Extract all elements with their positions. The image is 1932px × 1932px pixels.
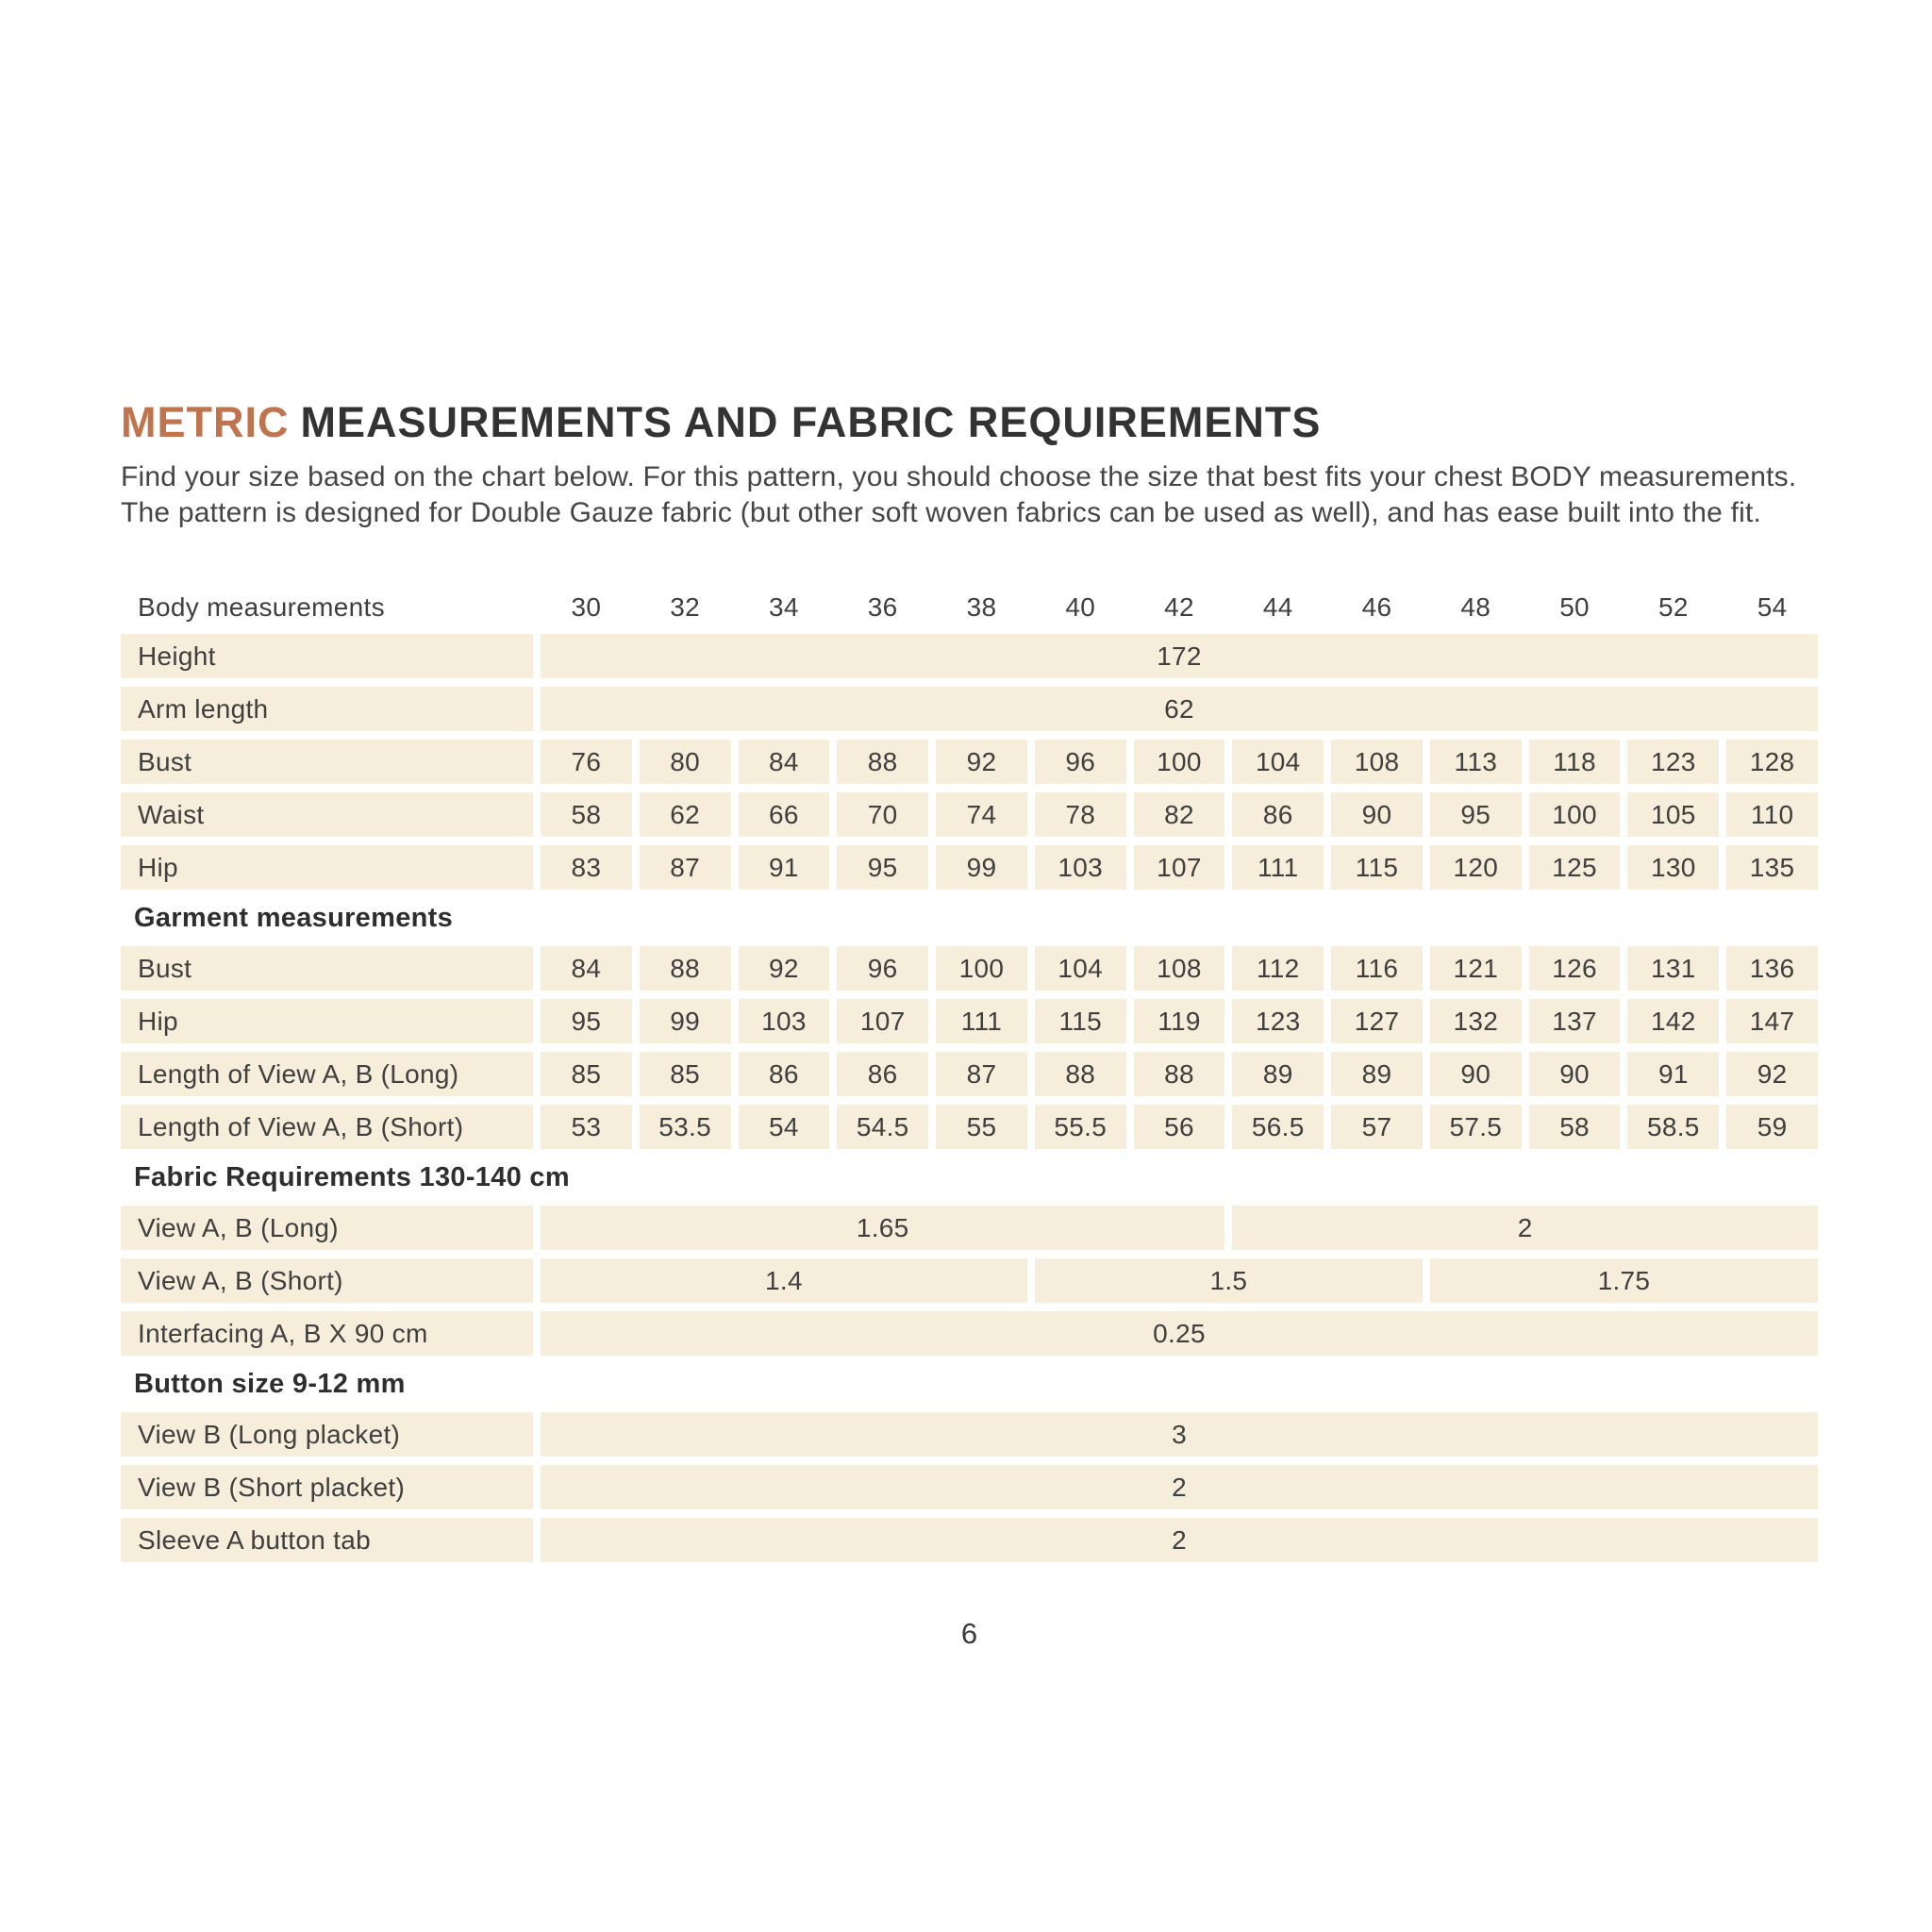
value-cell: 92: [1726, 1052, 1818, 1096]
value-cell: 135: [1726, 845, 1818, 890]
measurements-table: [121, 590, 1818, 1562]
value-cell: 121: [1430, 946, 1522, 991]
page-number: 6: [960, 1617, 978, 1651]
size-column-header: 36: [867, 592, 898, 623]
value-cell: 62: [640, 792, 731, 837]
value-cell: 100: [1529, 792, 1621, 837]
value-cell: 95: [541, 999, 632, 1043]
value-cell: 91: [739, 845, 830, 890]
row-label: View B (Long placket): [121, 1412, 533, 1457]
value-cell: 88: [1035, 1052, 1126, 1096]
merged-value-cell: 2: [541, 1518, 1818, 1562]
value-cell: 80: [640, 740, 731, 784]
value-cell: 113: [1430, 740, 1522, 784]
value-cell: 95: [1430, 792, 1522, 837]
row-label: Bust: [121, 946, 533, 991]
value-cell: 56.5: [1232, 1105, 1324, 1149]
value-cell: 56: [1134, 1105, 1225, 1149]
value-cell: 131: [1627, 946, 1719, 991]
size-column-header: 54: [1757, 592, 1788, 623]
size-column-header: 52: [1657, 592, 1689, 623]
value-cell: 116: [1331, 946, 1423, 991]
value-cell: 132: [1430, 999, 1522, 1043]
row-label: Sleeve A button tab: [121, 1518, 533, 1562]
value-cell: 100: [1134, 740, 1225, 784]
row-label: Bust: [121, 740, 533, 784]
value-cell: 90: [1430, 1052, 1522, 1096]
value-cell: 103: [739, 999, 830, 1043]
value-cell: 90: [1331, 792, 1423, 837]
size-column-header: 32: [670, 592, 701, 623]
value-cell: 107: [837, 999, 928, 1043]
value-cell: 53: [541, 1105, 632, 1149]
intro-line-2: The pattern is designed for Double Gauze fabric (but other soft woven fabrics can be used as well), and has ease built into the fit.: [121, 497, 1762, 529]
value-cell: 54: [739, 1105, 830, 1149]
value-cell: 78: [1035, 792, 1126, 837]
value-cell: 57: [1331, 1105, 1423, 1149]
value-cell: 95: [837, 845, 928, 890]
row-label: Interfacing A, B X 90 cm: [121, 1311, 533, 1356]
value-cell: 54.5: [837, 1105, 928, 1149]
merged-value-cell: 2: [1232, 1206, 1818, 1250]
size-column-header: 40: [1065, 592, 1096, 623]
value-cell: 105: [1627, 792, 1719, 837]
value-cell: 137: [1529, 999, 1621, 1043]
value-cell: 96: [837, 946, 928, 991]
size-column-header: 46: [1361, 592, 1392, 623]
page-title-rest: MEASUREMENTS AND FABRIC REQUIREMENTS: [300, 398, 1322, 446]
row-label: Hip: [121, 999, 533, 1043]
value-cell: 88: [640, 946, 731, 991]
value-cell: 100: [936, 946, 1027, 991]
value-cell: 115: [1035, 999, 1126, 1043]
value-cell: 59: [1726, 1105, 1818, 1149]
value-cell: 147: [1726, 999, 1818, 1043]
row-label: Length of View A, B (Short): [121, 1105, 533, 1149]
value-cell: 91: [1627, 1052, 1719, 1096]
value-cell: 88: [1134, 1052, 1225, 1096]
size-column-header: 42: [1164, 592, 1194, 623]
size-column-header: 30: [571, 592, 602, 623]
value-cell: 118: [1529, 740, 1621, 784]
value-cell: 58: [1529, 1105, 1621, 1149]
value-cell: 58.5: [1627, 1105, 1719, 1149]
value-cell: 89: [1232, 1052, 1324, 1096]
merged-value-cell: 1.65: [541, 1206, 1224, 1250]
row-label: View A, B (Short): [121, 1258, 533, 1303]
value-cell: 83: [541, 845, 632, 890]
value-cell: 126: [1529, 946, 1621, 991]
merged-value-cell: 3: [541, 1412, 1818, 1457]
value-cell: 125: [1529, 845, 1621, 890]
value-cell: 84: [541, 946, 632, 991]
value-cell: 88: [837, 740, 928, 784]
merged-value-cell: 172: [541, 634, 1818, 678]
value-cell: 74: [936, 792, 1027, 837]
value-cell: 57.5: [1430, 1105, 1522, 1149]
size-column-header: 38: [966, 592, 997, 623]
value-cell: 128: [1726, 740, 1818, 784]
value-cell: 120: [1430, 845, 1522, 890]
size-column-header: 44: [1262, 592, 1293, 623]
value-cell: 119: [1134, 999, 1225, 1043]
merged-value-cell: 1.4: [541, 1258, 1027, 1303]
value-cell: 86: [1232, 792, 1324, 837]
value-cell: 84: [739, 740, 830, 784]
size-column-header: 50: [1559, 592, 1590, 623]
value-cell: 103: [1035, 845, 1126, 890]
section-header: Fabric Requirements 130-140 cm: [134, 1161, 570, 1192]
value-cell: 104: [1232, 740, 1324, 784]
value-cell: 76: [541, 740, 632, 784]
value-cell: 123: [1232, 999, 1324, 1043]
size-column-header: 48: [1460, 592, 1491, 623]
intro-line-1: Find your size based on the chart below. For this pattern, you should choose the size that best fits your chest BODY measurements.: [121, 461, 1797, 493]
value-cell: 136: [1726, 946, 1818, 991]
value-cell: 111: [936, 999, 1027, 1043]
value-cell: 86: [739, 1052, 830, 1096]
value-cell: 82: [1134, 792, 1225, 837]
value-cell: 108: [1134, 946, 1225, 991]
value-cell: 92: [936, 740, 1027, 784]
value-cell: 86: [837, 1052, 928, 1096]
value-cell: 58: [541, 792, 632, 837]
value-cell: 53.5: [640, 1105, 731, 1149]
value-cell: 127: [1331, 999, 1423, 1043]
value-cell: 115: [1331, 845, 1423, 890]
row-label: Height: [121, 634, 533, 678]
merged-value-cell: 0.25: [541, 1311, 1818, 1356]
merged-value-cell: 1.5: [1035, 1258, 1423, 1303]
value-cell: 142: [1627, 999, 1719, 1043]
value-cell: 130: [1627, 845, 1719, 890]
row-label: View B (Short placket): [121, 1465, 533, 1509]
row-label: View A, B (Long): [121, 1206, 533, 1250]
value-cell: 85: [640, 1052, 731, 1096]
merged-value-cell: 62: [541, 687, 1818, 731]
value-cell: 112: [1232, 946, 1324, 991]
value-cell: 110: [1726, 792, 1818, 837]
merged-value-cell: 1.75: [1430, 1258, 1818, 1303]
value-cell: 96: [1035, 740, 1126, 784]
value-cell: 99: [640, 999, 731, 1043]
value-cell: 107: [1134, 845, 1225, 890]
value-cell: 55: [936, 1105, 1027, 1149]
row-label: Waist: [121, 792, 533, 837]
page-title: [121, 400, 1818, 444]
row-label: Length of View A, B (Long): [121, 1052, 533, 1096]
value-cell: 85: [541, 1052, 632, 1096]
row-label: Hip: [121, 845, 533, 890]
value-cell: 123: [1627, 740, 1719, 784]
section-header: Button size 9-12 mm: [134, 1368, 406, 1399]
value-cell: 66: [739, 792, 830, 837]
value-cell: 87: [936, 1052, 1027, 1096]
page-title-accent: METRIC: [121, 398, 290, 446]
value-cell: 90: [1529, 1052, 1621, 1096]
page-content: [121, 400, 1818, 1651]
value-cell: 87: [640, 845, 731, 890]
column-header-body-measurements: Body measurements: [138, 592, 385, 623]
value-cell: 70: [837, 792, 928, 837]
section-header: Garment measurements: [134, 902, 454, 933]
value-cell: 55.5: [1035, 1105, 1126, 1149]
size-column-header: 34: [769, 592, 799, 623]
value-cell: 99: [936, 845, 1027, 890]
merged-value-cell: 2: [541, 1465, 1818, 1509]
row-label: Arm length: [121, 687, 533, 731]
value-cell: 89: [1331, 1052, 1423, 1096]
value-cell: 108: [1331, 740, 1423, 784]
value-cell: 92: [739, 946, 830, 991]
value-cell: 104: [1035, 946, 1126, 991]
value-cell: 111: [1232, 845, 1324, 890]
